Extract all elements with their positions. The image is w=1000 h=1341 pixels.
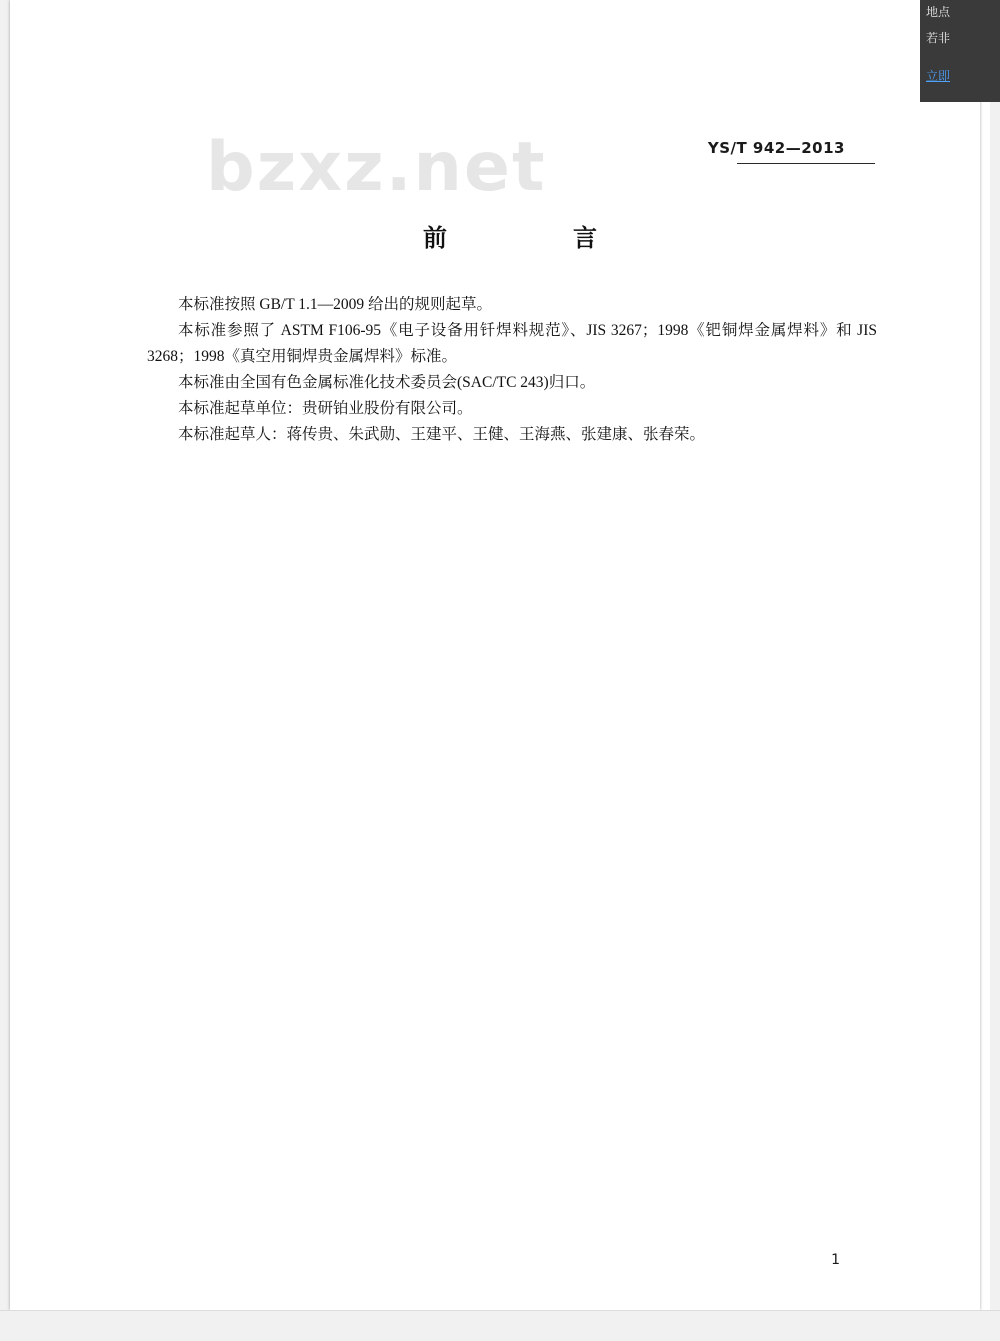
viewport-bottom-strip: [0, 1310, 1000, 1341]
ad-line-2: 若非: [926, 31, 951, 45]
page-number: 1: [831, 1252, 840, 1268]
paragraph: 本标准起草单位：贵研铂业股份有限公司。: [178, 399, 473, 417]
ad-action-link[interactable]: 立即: [926, 69, 951, 83]
page-title: 前 言: [423, 226, 623, 252]
ad-line-1: 地点: [926, 5, 951, 19]
header-rule: [737, 163, 875, 164]
viewport-gutter-left: [0, 0, 10, 1340]
paragraph: 本标准由全国有色金属标准化技术委员会(SAC/TC 243)归口。: [178, 373, 596, 391]
paragraph: 本标准参照了 ASTM F106-95《电子设备用钎焊料规范》、JIS 3267；1998《钯铜焊金属焊料》和 JIS 3268；1998《真空用铜焊贵金属焊料》标准。: [147, 322, 877, 365]
viewport-gutter-right: [990, 0, 1000, 1340]
paragraph: 本标准按照 GB/T 1.1—2009 给出的规则起草。: [178, 296, 493, 313]
watermark-text: bzxz.net: [206, 128, 547, 207]
body-text: [147, 292, 877, 448]
popup-ad-panel[interactable]: [920, 0, 1000, 102]
paragraph: 本标准起草人：蒋传贵、朱武勋、王建平、王健、王海燕、张建康、张春荣。: [178, 425, 706, 443]
standard-number: YS/T 942—2013: [707, 139, 845, 157]
document-page: [10, 0, 980, 1310]
